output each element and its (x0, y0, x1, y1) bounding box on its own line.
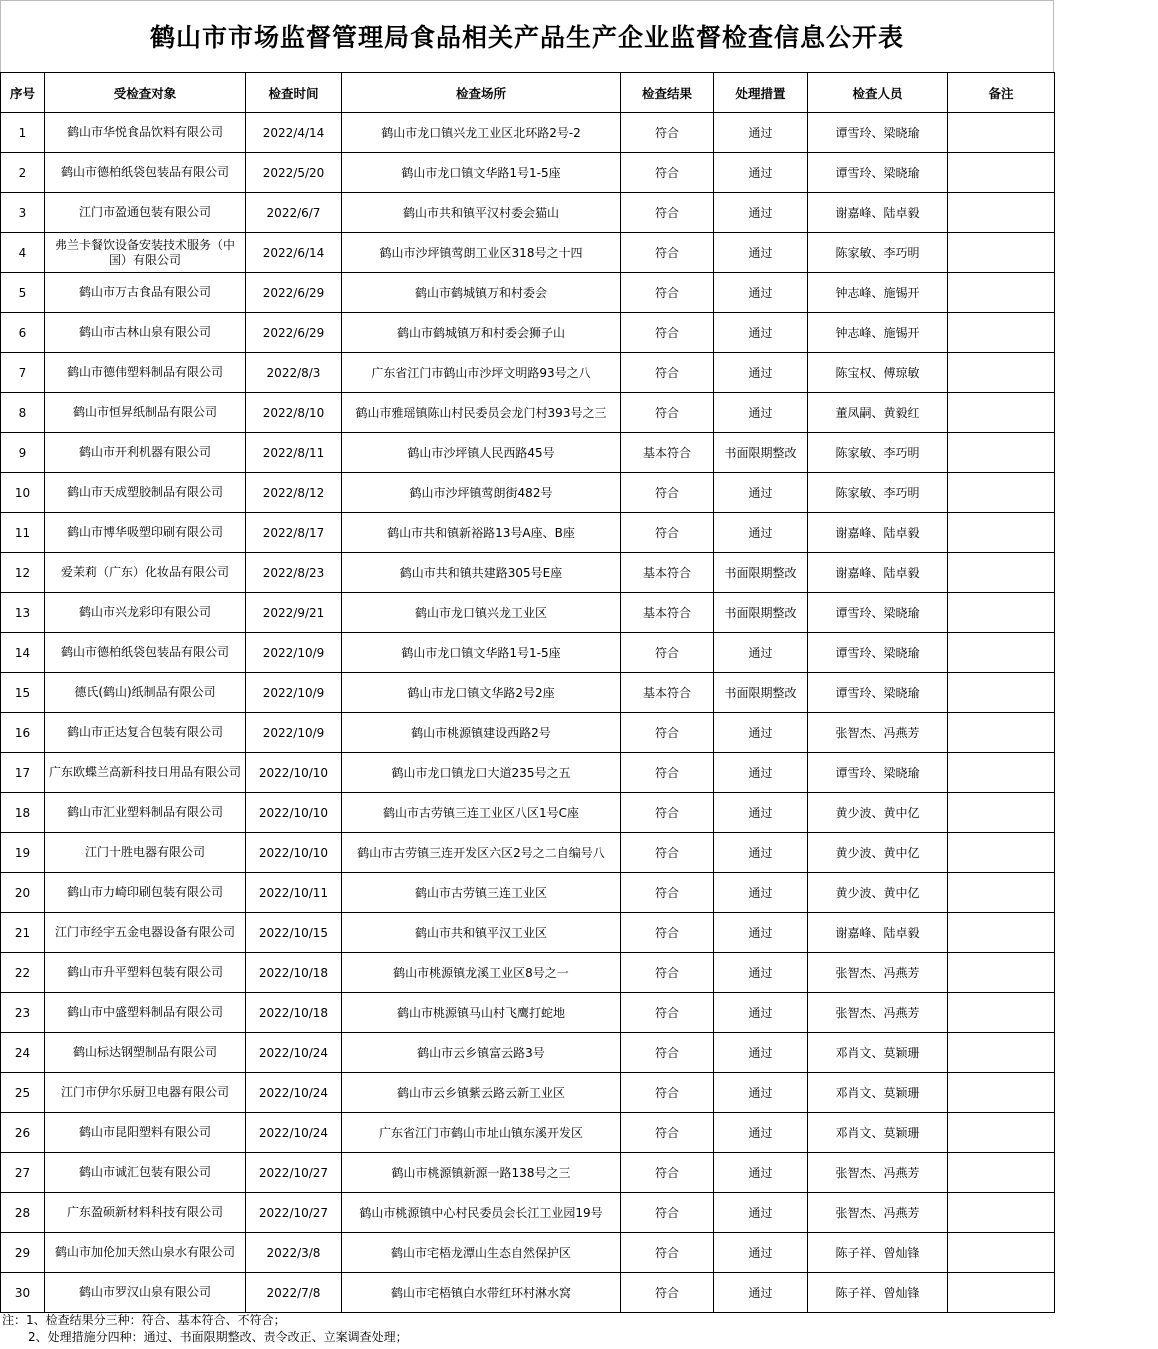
cell-inspected-party: 鹤山市中盛塑料制品有限公司 (45, 993, 246, 1033)
table-row (1, 513, 1055, 553)
cell-inspected-party: 鹤山市力崎印刷包装有限公司 (45, 873, 246, 913)
table-row (1, 553, 1055, 593)
cell-site: 鹤山市古劳镇三连工业区八区1号C座 (342, 793, 621, 833)
cell-inspected-party: 鹤山市罗汉山泉有限公司 (45, 1273, 246, 1313)
table-row (1, 633, 1055, 673)
cell-inspectors: 黄少波、黄中亿 (808, 833, 948, 873)
table-row (1, 673, 1055, 713)
cell-result: 符合 (621, 273, 714, 313)
cell-inspectors: 张智杰、冯燕芳 (808, 993, 948, 1033)
cell-remarks (948, 1113, 1055, 1153)
cell-remarks (948, 993, 1055, 1033)
cell-serial: 22 (1, 953, 45, 993)
table-row (1, 1273, 1055, 1313)
cell-serial: 28 (1, 1193, 45, 1233)
cell-inspected-party: 鹤山市德伟塑料制品有限公司 (45, 353, 246, 393)
cell-inspectors: 陈子祥、曾灿锋 (808, 1233, 948, 1273)
cell-serial: 24 (1, 1033, 45, 1073)
cell-site: 鹤山市沙坪镇莺朗工业区318号之十四 (342, 233, 621, 273)
table-row (1, 353, 1055, 393)
cell-date: 2022/10/10 (246, 833, 342, 873)
cell-serial: 7 (1, 353, 45, 393)
cell-inspected-party: 鹤山市汇业塑料制品有限公司 (45, 793, 246, 833)
table-row (1, 713, 1055, 753)
cell-date: 2022/8/10 (246, 393, 342, 433)
cell-remarks (948, 273, 1055, 313)
cell-inspectors: 钟志峰、施锡开 (808, 273, 948, 313)
cell-site: 鹤山市龙口镇文华路2号2座 (342, 673, 621, 713)
cell-date: 2022/6/14 (246, 233, 342, 273)
cell-inspectors: 黄少波、黄中亿 (808, 793, 948, 833)
cell-site: 鹤山市桃源镇龙溪工业区8号之一 (342, 953, 621, 993)
cell-remarks (948, 593, 1055, 633)
cell-date: 2022/6/7 (246, 193, 342, 233)
cell-remarks (948, 553, 1055, 593)
cell-result: 符合 (621, 1273, 714, 1313)
cell-date: 2022/10/10 (246, 793, 342, 833)
cell-remarks (948, 713, 1055, 753)
table-row (1, 993, 1055, 1033)
cell-inspectors: 张智杰、冯燕芳 (808, 713, 948, 753)
cell-result: 符合 (621, 753, 714, 793)
cell-inspectors: 谭雪玲、梁晓瑜 (808, 633, 948, 673)
cell-site: 鹤山市共和镇共建路305号E座 (342, 553, 621, 593)
cell-remarks (948, 113, 1055, 153)
footnote-1: 注：1、检查结果分三种：符合、基本符合、不符合； (2, 1313, 286, 1327)
cell-remarks (948, 1073, 1055, 1113)
cell-measure: 通过 (714, 1073, 808, 1113)
cell-inspectors: 陈家敏、李巧明 (808, 473, 948, 513)
cell-date: 2022/8/3 (246, 353, 342, 393)
cell-measure: 通过 (714, 113, 808, 153)
cell-serial: 25 (1, 1073, 45, 1113)
cell-inspectors: 邓肖文、莫颖珊 (808, 1073, 948, 1113)
cell-result: 符合 (621, 833, 714, 873)
table-row (1, 953, 1055, 993)
page-title: 鹤山市市场监督管理局食品相关产品生产企业监督检查信息公开表 (0, 0, 1054, 72)
cell-measure: 通过 (714, 1193, 808, 1233)
cell-serial: 9 (1, 433, 45, 473)
cell-serial: 18 (1, 793, 45, 833)
cell-serial: 21 (1, 913, 45, 953)
table-row (1, 753, 1055, 793)
cell-date: 2022/10/24 (246, 1073, 342, 1113)
cell-inspectors: 邓肖文、莫颖珊 (808, 1113, 948, 1153)
cell-measure: 通过 (714, 513, 808, 553)
cell-measure: 通过 (714, 313, 808, 353)
table-row (1, 153, 1055, 193)
cell-inspected-party: 弗兰卡餐饮设备安装技术服务（中国）有限公司 (45, 233, 246, 273)
cell-inspected-party: 江门市伊尔乐厨卫电器有限公司 (45, 1073, 246, 1113)
table-row (1, 593, 1055, 633)
cell-measure: 通过 (714, 633, 808, 673)
cell-serial: 6 (1, 313, 45, 353)
table-row (1, 233, 1055, 273)
cell-inspected-party: 鹤山市华悦食品饮料有限公司 (45, 113, 246, 153)
cell-inspected-party: 鹤山市恒昇纸制品有限公司 (45, 393, 246, 433)
cell-serial: 29 (1, 1233, 45, 1273)
cell-result: 符合 (621, 473, 714, 513)
cell-measure: 通过 (714, 473, 808, 513)
cell-serial: 11 (1, 513, 45, 553)
cell-inspected-party: 鹤山市万古食品有限公司 (45, 273, 246, 313)
cell-site: 鹤山市龙口镇兴龙工业区 (342, 593, 621, 633)
table-row (1, 793, 1055, 833)
cell-remarks (948, 913, 1055, 953)
cell-inspected-party: 江门市经宇五金电器设备有限公司 (45, 913, 246, 953)
cell-serial: 12 (1, 553, 45, 593)
cell-inspected-party: 鹤山市博华吸塑印刷有限公司 (45, 513, 246, 553)
cell-inspectors: 谢嘉峰、陆卓毅 (808, 513, 948, 553)
cell-inspected-party: 鹤山市正达复合包装有限公司 (45, 713, 246, 753)
cell-date: 2022/3/8 (246, 1233, 342, 1273)
cell-serial: 30 (1, 1273, 45, 1313)
cell-remarks (948, 473, 1055, 513)
cell-serial: 14 (1, 633, 45, 673)
cell-measure: 通过 (714, 1233, 808, 1273)
cell-site: 鹤山市云乡镇紫云路云新工业区 (342, 1073, 621, 1113)
cell-result: 符合 (621, 393, 714, 433)
cell-serial: 26 (1, 1113, 45, 1153)
cell-measure: 通过 (714, 233, 808, 273)
cell-measure: 通过 (714, 1113, 808, 1153)
cell-date: 2022/10/11 (246, 873, 342, 913)
cell-measure: 通过 (714, 833, 808, 873)
table-row (1, 193, 1055, 233)
cell-measure: 通过 (714, 393, 808, 433)
table-row (1, 1153, 1055, 1193)
cell-date: 2022/9/21 (246, 593, 342, 633)
cell-inspectors: 陈家敏、李巧明 (808, 233, 948, 273)
table-body (1, 113, 1055, 1313)
cell-inspectors: 谢嘉峰、陆卓毅 (808, 553, 948, 593)
footnotes (2, 1312, 408, 1346)
table-row (1, 313, 1055, 353)
cell-site: 鹤山市云乡镇富云路3号 (342, 1033, 621, 1073)
cell-remarks (948, 1273, 1055, 1313)
cell-measure: 通过 (714, 993, 808, 1033)
cell-site: 鹤山市雅瑶镇陈山村民委员会龙门村393号之三 (342, 393, 621, 433)
cell-inspectors: 谭雪玲、梁晓瑜 (808, 593, 948, 633)
header-measure: 处理措置 (714, 73, 808, 113)
cell-remarks (948, 233, 1055, 273)
cell-measure: 通过 (714, 273, 808, 313)
cell-remarks (948, 1233, 1055, 1273)
cell-date: 2022/10/27 (246, 1193, 342, 1233)
cell-inspectors: 谭雪玲、梁晓瑜 (808, 153, 948, 193)
inspection-table (0, 72, 1055, 1313)
cell-remarks (948, 793, 1055, 833)
cell-remarks (948, 393, 1055, 433)
cell-result: 符合 (621, 1233, 714, 1273)
cell-inspected-party: 鹤山市诚汇包装有限公司 (45, 1153, 246, 1193)
cell-measure: 书面限期整改 (714, 433, 808, 473)
cell-remarks (948, 153, 1055, 193)
cell-result: 基本符合 (621, 593, 714, 633)
cell-date: 2022/8/12 (246, 473, 342, 513)
cell-result: 基本符合 (621, 553, 714, 593)
cell-site: 鹤山市桃源镇建设西路2号 (342, 713, 621, 753)
table-row (1, 113, 1055, 153)
cell-measure: 书面限期整改 (714, 673, 808, 713)
cell-measure: 通过 (714, 1033, 808, 1073)
table-row (1, 393, 1055, 433)
cell-site: 鹤山市古劳镇三连工业区 (342, 873, 621, 913)
cell-measure: 通过 (714, 1273, 808, 1313)
cell-inspected-party: 鹤山市昆阳塑料有限公司 (45, 1113, 246, 1153)
cell-remarks (948, 193, 1055, 233)
cell-date: 2022/8/11 (246, 433, 342, 473)
cell-inspected-party: 鹤山标达钢塑制品有限公司 (45, 1033, 246, 1073)
table-row (1, 433, 1055, 473)
cell-serial: 17 (1, 753, 45, 793)
cell-measure: 通过 (714, 913, 808, 953)
cell-site: 鹤山市桃源镇新源一路138号之三 (342, 1153, 621, 1193)
header-serial: 序号 (1, 73, 45, 113)
cell-measure: 书面限期整改 (714, 593, 808, 633)
cell-date: 2022/10/24 (246, 1113, 342, 1153)
cell-inspectors: 陈宝权、傅琼敏 (808, 353, 948, 393)
cell-inspectors: 谭雪玲、梁晓瑜 (808, 113, 948, 153)
cell-remarks (948, 833, 1055, 873)
cell-result: 符合 (621, 793, 714, 833)
cell-inspectors: 董凤嗣、黄毅红 (808, 393, 948, 433)
cell-serial: 19 (1, 833, 45, 873)
table-row (1, 913, 1055, 953)
cell-inspected-party: 鹤山市加伦加天然山泉水有限公司 (45, 1233, 246, 1273)
cell-result: 符合 (621, 1153, 714, 1193)
cell-result: 符合 (621, 513, 714, 553)
header-inspection-date: 检查时间 (246, 73, 342, 113)
cell-inspected-party: 江门十胜电器有限公司 (45, 833, 246, 873)
cell-serial: 1 (1, 113, 45, 153)
header-inspected-party: 受检查对象 (45, 73, 246, 113)
cell-site: 广东省江门市鹤山市沙坪文明路93号之八 (342, 353, 621, 393)
cell-remarks (948, 633, 1055, 673)
table-row (1, 1033, 1055, 1073)
cell-inspected-party: 爱茉莉（广东）化妆品有限公司 (45, 553, 246, 593)
cell-date: 2022/10/9 (246, 633, 342, 673)
cell-site: 广东省江门市鹤山市址山镇东溪开发区 (342, 1113, 621, 1153)
cell-date: 2022/10/9 (246, 673, 342, 713)
cell-measure: 书面限期整改 (714, 553, 808, 593)
cell-remarks (948, 513, 1055, 553)
cell-site: 鹤山市宅梧镇白水带红环村淋水窝 (342, 1273, 621, 1313)
cell-serial: 5 (1, 273, 45, 313)
cell-site: 鹤山市桃源镇中心村民委员会长江工业园19号 (342, 1193, 621, 1233)
cell-measure: 通过 (714, 713, 808, 753)
table-row (1, 1193, 1055, 1233)
cell-site: 鹤山市龙口镇兴龙工业区北环路2号-2 (342, 113, 621, 153)
cell-serial: 23 (1, 993, 45, 1033)
table-row (1, 273, 1055, 313)
cell-site: 鹤山市共和镇平汉工业区 (342, 913, 621, 953)
cell-measure: 通过 (714, 753, 808, 793)
footnote-2: 2、处理措施分四种：通过、书面限期整改、责令改正、立案调查处理； (28, 1330, 408, 1344)
cell-inspected-party: 鹤山市天成塑胶制品有限公司 (45, 473, 246, 513)
cell-result: 符合 (621, 1113, 714, 1153)
cell-date: 2022/7/8 (246, 1273, 342, 1313)
cell-measure: 通过 (714, 953, 808, 993)
cell-inspected-party: 鹤山市兴龙彩印有限公司 (45, 593, 246, 633)
cell-result: 符合 (621, 1073, 714, 1113)
cell-inspected-party: 广东盈硕新材料科技有限公司 (45, 1193, 246, 1233)
cell-remarks (948, 313, 1055, 353)
cell-inspectors: 谢嘉峰、陆卓毅 (808, 913, 948, 953)
cell-date: 2022/6/29 (246, 313, 342, 353)
cell-result: 符合 (621, 233, 714, 273)
cell-site: 鹤山市龙口镇文华路1号1-5座 (342, 153, 621, 193)
table-row (1, 473, 1055, 513)
cell-result: 符合 (621, 1193, 714, 1233)
cell-serial: 2 (1, 153, 45, 193)
cell-measure: 通过 (714, 153, 808, 193)
table-row (1, 873, 1055, 913)
cell-inspectors: 谭雪玲、梁晓瑜 (808, 673, 948, 713)
cell-result: 基本符合 (621, 433, 714, 473)
cell-date: 2022/10/24 (246, 1033, 342, 1073)
cell-site: 鹤山市沙坪镇人民西路45号 (342, 433, 621, 473)
cell-remarks (948, 1193, 1055, 1233)
cell-result: 符合 (621, 993, 714, 1033)
cell-date: 2022/4/14 (246, 113, 342, 153)
cell-date: 2022/10/9 (246, 713, 342, 753)
cell-site: 鹤山市鹤城镇万和村委会 (342, 273, 621, 313)
cell-serial: 8 (1, 393, 45, 433)
cell-date: 2022/5/20 (246, 153, 342, 193)
cell-remarks (948, 1153, 1055, 1193)
cell-result: 符合 (621, 1033, 714, 1073)
header-result: 检查结果 (621, 73, 714, 113)
cell-site: 鹤山市宅梧龙潭山生态自然保护区 (342, 1233, 621, 1273)
cell-inspected-party: 鹤山市古林山泉有限公司 (45, 313, 246, 353)
cell-inspectors: 钟志峰、施锡开 (808, 313, 948, 353)
cell-inspectors: 谭雪玲、梁晓瑜 (808, 753, 948, 793)
cell-remarks (948, 673, 1055, 713)
cell-result: 符合 (621, 913, 714, 953)
cell-serial: 27 (1, 1153, 45, 1193)
cell-site: 鹤山市桃源镇马山村飞鹰打蛇地 (342, 993, 621, 1033)
cell-serial: 3 (1, 193, 45, 233)
cell-serial: 10 (1, 473, 45, 513)
cell-date: 2022/10/18 (246, 953, 342, 993)
cell-date: 2022/8/23 (246, 553, 342, 593)
cell-inspected-party: 广东欧蝶兰高新科技日用品有限公司 (45, 753, 246, 793)
cell-inspectors: 陈家敏、李巧明 (808, 433, 948, 473)
cell-result: 符合 (621, 313, 714, 353)
table-row (1, 1113, 1055, 1153)
table-row (1, 833, 1055, 873)
cell-measure: 通过 (714, 873, 808, 913)
cell-site: 鹤山市沙坪镇莺朗街482号 (342, 473, 621, 513)
cell-result: 符合 (621, 113, 714, 153)
table-header-row (1, 73, 1055, 113)
cell-result: 符合 (621, 633, 714, 673)
cell-inspectors: 陈子祥、曾灿锋 (808, 1273, 948, 1313)
cell-inspected-party: 德氏(鹤山)纸制品有限公司 (45, 673, 246, 713)
cell-date: 2022/10/10 (246, 753, 342, 793)
cell-measure: 通过 (714, 1153, 808, 1193)
cell-site: 鹤山市共和镇新裕路13号A座、B座 (342, 513, 621, 553)
cell-measure: 通过 (714, 353, 808, 393)
header-remarks: 备注 (948, 73, 1055, 113)
cell-serial: 4 (1, 233, 45, 273)
cell-date: 2022/6/29 (246, 273, 342, 313)
cell-inspected-party: 鹤山市德柏纸袋包装品有限公司 (45, 153, 246, 193)
header-inspection-site: 检查场所 (342, 73, 621, 113)
cell-result: 符合 (621, 353, 714, 393)
cell-site: 鹤山市古劳镇三连开发区六区2号之二自编号八 (342, 833, 621, 873)
cell-inspectors: 邓肖文、莫颖珊 (808, 1033, 948, 1073)
cell-result: 符合 (621, 193, 714, 233)
cell-site: 鹤山市共和镇平汉村委会猫山 (342, 193, 621, 233)
cell-date: 2022/10/18 (246, 993, 342, 1033)
cell-serial: 13 (1, 593, 45, 633)
table-row (1, 1233, 1055, 1273)
cell-site: 鹤山市龙口镇龙口大道235号之五 (342, 753, 621, 793)
cell-remarks (948, 353, 1055, 393)
cell-serial: 15 (1, 673, 45, 713)
cell-date: 2022/8/17 (246, 513, 342, 553)
table-row (1, 1073, 1055, 1113)
cell-site: 鹤山市龙口镇文华路1号1-5座 (342, 633, 621, 673)
cell-date: 2022/10/27 (246, 1153, 342, 1193)
cell-inspectors: 张智杰、冯燕芳 (808, 953, 948, 993)
cell-result: 基本符合 (621, 673, 714, 713)
cell-result: 符合 (621, 953, 714, 993)
cell-measure: 通过 (714, 793, 808, 833)
cell-measure: 通过 (714, 193, 808, 233)
cell-inspectors: 谢嘉峰、陆卓毅 (808, 193, 948, 233)
cell-remarks (948, 753, 1055, 793)
header-inspectors: 检查人员 (808, 73, 948, 113)
cell-serial: 20 (1, 873, 45, 913)
cell-inspectors: 张智杰、冯燕芳 (808, 1153, 948, 1193)
cell-inspected-party: 江门市盈通包装有限公司 (45, 193, 246, 233)
cell-site: 鹤山市鹤城镇万和村委会狮子山 (342, 313, 621, 353)
cell-inspected-party: 鹤山市德柏纸袋包装品有限公司 (45, 633, 246, 673)
cell-remarks (948, 873, 1055, 913)
cell-remarks (948, 1033, 1055, 1073)
cell-result: 符合 (621, 153, 714, 193)
cell-inspected-party: 鹤山市升平塑料包装有限公司 (45, 953, 246, 993)
cell-date: 2022/10/15 (246, 913, 342, 953)
cell-serial: 16 (1, 713, 45, 753)
cell-inspectors: 黄少波、黄中亿 (808, 873, 948, 913)
cell-inspectors: 张智杰、冯燕芳 (808, 1193, 948, 1233)
cell-result: 符合 (621, 873, 714, 913)
cell-remarks (948, 433, 1055, 473)
cell-remarks (948, 953, 1055, 993)
cell-inspected-party: 鹤山市开利机器有限公司 (45, 433, 246, 473)
cell-result: 符合 (621, 713, 714, 753)
